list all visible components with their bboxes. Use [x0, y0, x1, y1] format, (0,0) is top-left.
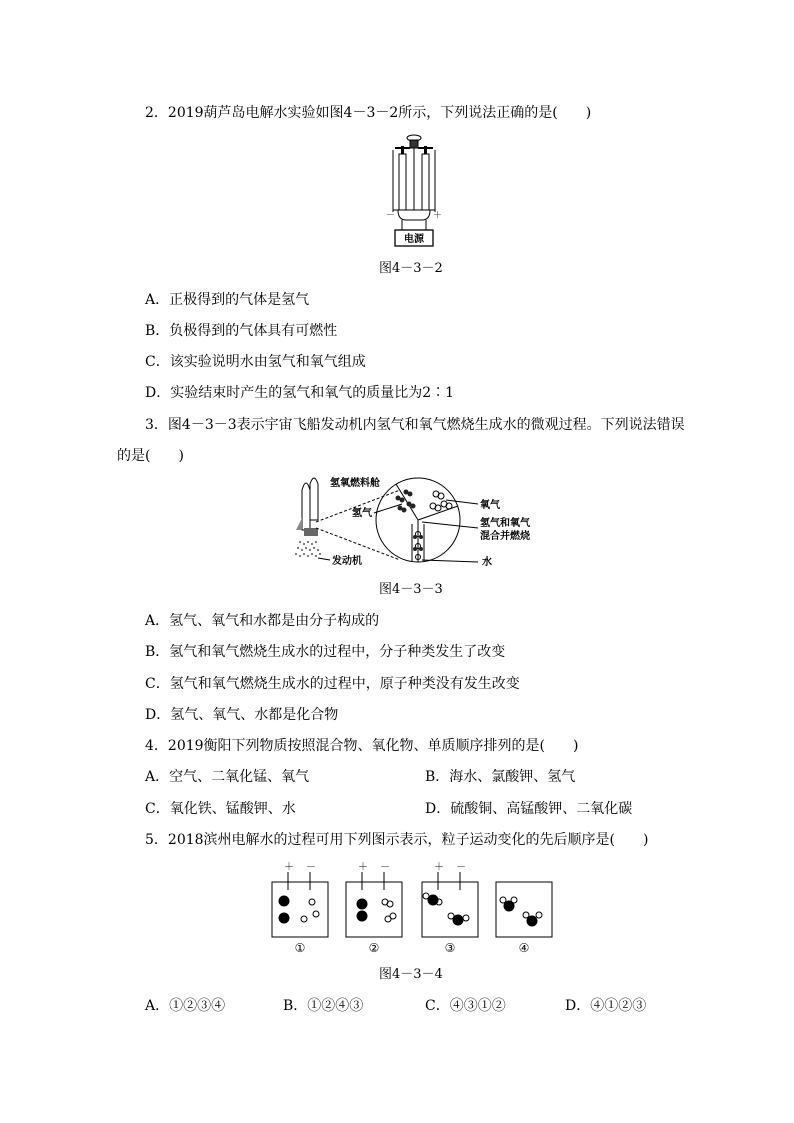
- q5-particle-figure: [268, 858, 558, 956]
- rocket-combustion-diagram: [288, 470, 550, 570]
- svg-text:①: ①: [294, 941, 306, 955]
- q3-stem-line2: 的是( ): [117, 448, 184, 464]
- q2-electrolysis-figure: [384, 132, 444, 250]
- plus-sign: ＋: [433, 211, 443, 221]
- q5-stem: 5．2018滨州电解水的过程可用下列图示表示，粒子运动变化的先后顺序是( ): [145, 832, 649, 848]
- q3-option-d: D．氢气、氧气、水都是化合物: [145, 707, 339, 723]
- q3-option-a: A．氢气、氧气和水都是由分子构成的: [145, 613, 380, 629]
- panel-4: [496, 882, 552, 955]
- q4-option-c: C．氧化铁、锰酸钾、水: [145, 801, 296, 817]
- electrolysis-apparatus-icon: [384, 132, 444, 250]
- power-supply-label: 电源: [404, 234, 424, 245]
- svg-text:－: －: [306, 862, 316, 873]
- q2-option-b: B．负极得到的气体具有可燃性: [145, 323, 338, 339]
- svg-text:－: －: [380, 862, 390, 873]
- q3-stem-line1: 3．图4－3－3表示宇宙飞船发动机内氢气和氧气燃烧生成水的微观过程。下列说法错误: [145, 417, 685, 433]
- oxygen-label: 氧气: [480, 500, 500, 511]
- q4-stem: 4．2019衡阳下列物质按照混合物、氧化物、单质顺序排列的是( ): [145, 738, 579, 754]
- particle-panels-diagram: [268, 858, 558, 956]
- q3-option-c: C．氢气和氧气燃烧生成水的过程中，原子种类没有发生改变: [145, 676, 520, 692]
- hydrogen-label: 氢气: [352, 508, 372, 519]
- q2-option-d: D．实验结束时产生的氢气和氧气的质量比为2∶1: [145, 385, 455, 401]
- q5-option-d: D．④①②③: [565, 998, 647, 1014]
- svg-text:－: －: [456, 862, 466, 873]
- q2-stem: 2．2019葫芦岛电解水实验如图4－3－2所示，下列说法正确的是( ): [145, 105, 592, 121]
- q3-option-b: B．氢气和氧气燃烧生成水的过程中，分子种类发生了改变: [145, 644, 506, 660]
- q4-option-d: D．硫酸铜、高锰酸钾、二氧化碳: [425, 801, 633, 817]
- q5-option-c: C．④③①②: [425, 998, 506, 1014]
- q3-rocket-figure: [288, 470, 550, 570]
- svg-text:＋: ＋: [284, 862, 294, 873]
- svg-text:④: ④: [518, 941, 530, 955]
- panel-1: [272, 861, 328, 955]
- q3-caption: 图4－3－3: [379, 582, 443, 597]
- q5-caption: 图4－3－4: [379, 967, 443, 982]
- svg-text:＋: ＋: [434, 862, 444, 873]
- svg-text:＋: ＋: [358, 862, 368, 873]
- q2-caption: 图4－3－2: [379, 261, 443, 276]
- svg-text:③: ③: [444, 941, 456, 955]
- minus-sign: －: [386, 211, 396, 221]
- q5-option-b: B．①②④③: [283, 998, 364, 1014]
- fuel-tank-label: 氢氧燃料舱: [330, 478, 380, 489]
- mix-label-line2: 混合并燃烧: [480, 531, 530, 542]
- panel-3: [422, 861, 478, 955]
- svg-text:②: ②: [368, 941, 380, 955]
- q5-option-a: A．①②③④: [145, 998, 226, 1014]
- q2-option-a: A．正极得到的气体是氢气: [145, 292, 310, 308]
- q4-option-a: A．空气、二氧化锰、氧气: [145, 769, 310, 785]
- q4-option-b: B．海水、氯酸钾、氢气: [425, 769, 576, 785]
- engine-label: 发动机: [332, 556, 362, 567]
- panel-2: [346, 861, 402, 955]
- mix-label-line1: 氢气和氧气: [480, 518, 530, 529]
- water-label: 水: [482, 557, 492, 568]
- q2-option-c: C．该实验说明水由氢气和氧气组成: [145, 354, 366, 370]
